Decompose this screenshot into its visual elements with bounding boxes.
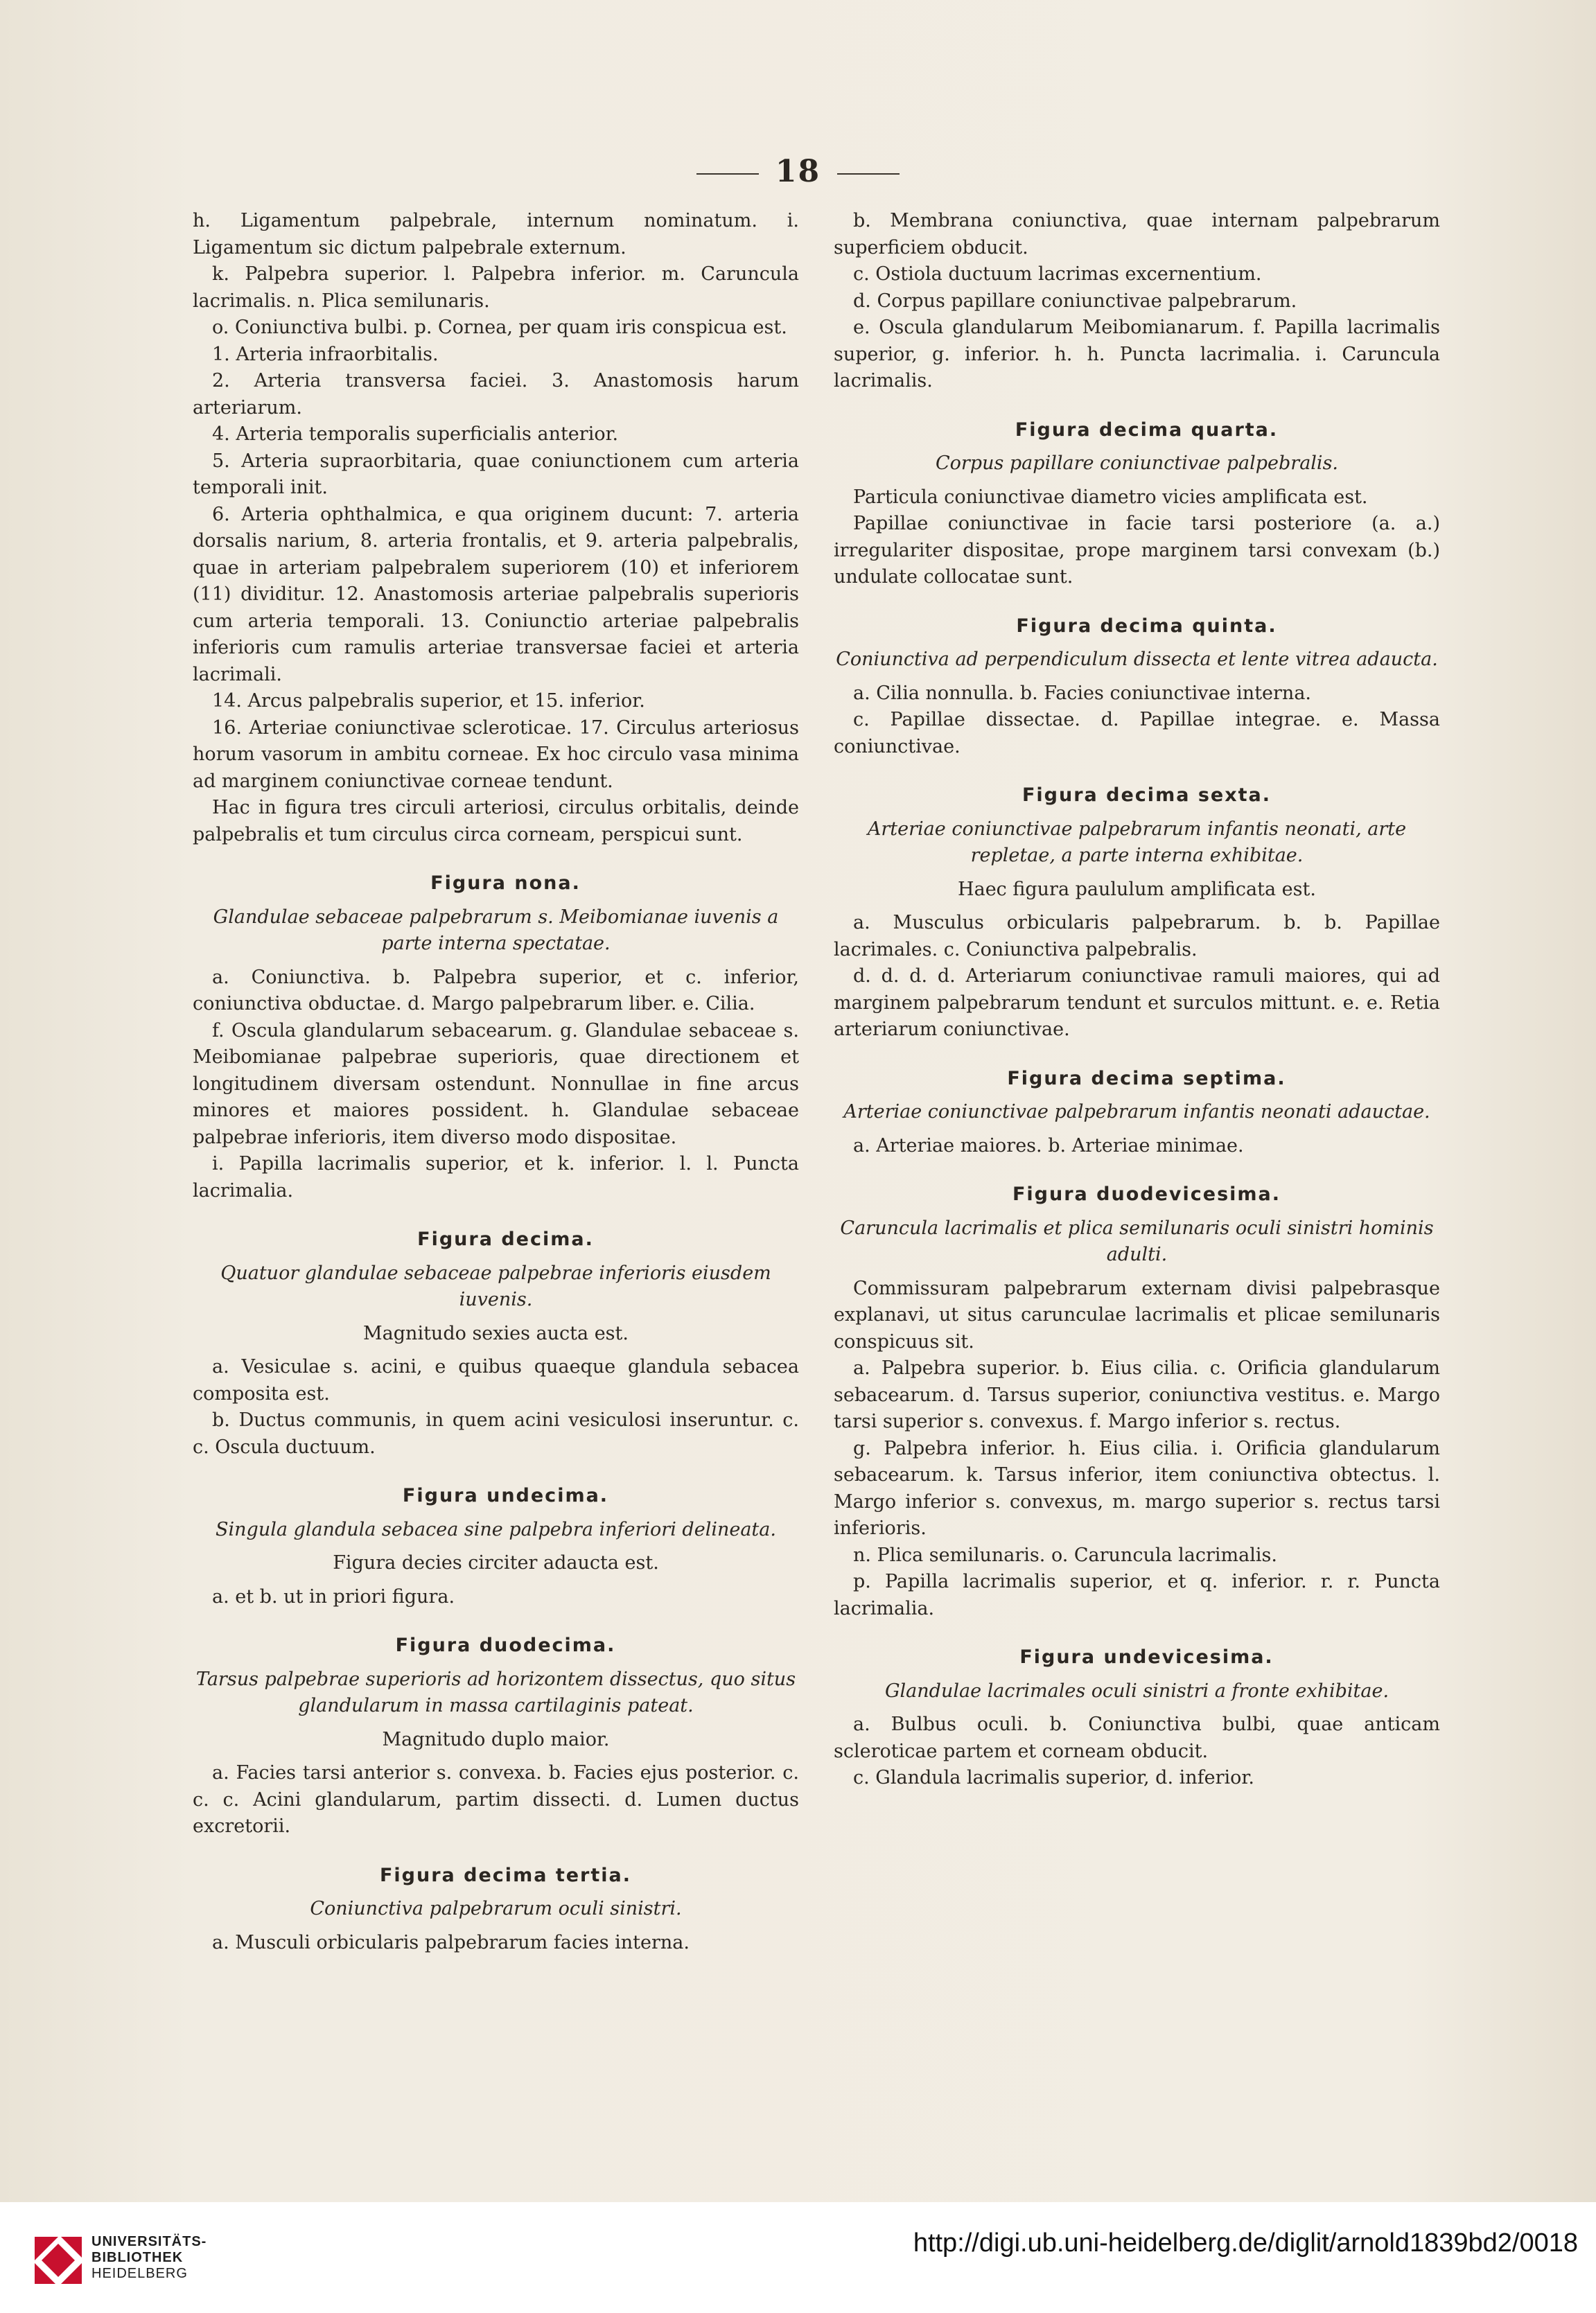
figure-subtitle: Arteriae coniunctivae palpebrarum infantis neonati, arte repletae, a parte interna exhibitae. bbox=[867, 818, 1407, 866]
body-paragraph: 14. Arcus palpebralis superior, et 15. inferior. bbox=[212, 690, 645, 712]
body-paragraph: a. Facies tarsi anterior s. convexa. b. Facies ejus posterior. c. c. c. Acini glandularum, partim dissecti. d. Lumen ductus excretorii. bbox=[193, 1762, 799, 1837]
page-number: 18 bbox=[775, 154, 821, 189]
figure-caption: Magnitudo duplo maior. bbox=[382, 1728, 610, 1750]
figure-caption: Figura decies circiter adaucta est. bbox=[333, 1552, 659, 1574]
library-name-line2: BIBLIOTHEK bbox=[91, 2250, 184, 2265]
body-paragraph: p. Papilla lacrimalis superior, et q. inferior. r. r. Puncta lacrimalia. bbox=[834, 1571, 1440, 1619]
body-paragraph: a. Bulbus oculi. b. Coniunctiva bulbi, quae anticam scleroticae partem et corneam obducit. bbox=[834, 1714, 1440, 1762]
library-logo-icon bbox=[32, 2234, 85, 2287]
body-paragraph: a. et b. ut in priori figura. bbox=[212, 1585, 455, 1608]
figure-subtitle: Singula glandula sebacea sine palpebra inferiori delineata. bbox=[216, 1518, 776, 1540]
figure-caption: Haec figura paululum amplificata est. bbox=[958, 878, 1316, 900]
body-paragraph: Papillae coniunctivae in facie tarsi posteriore (a. a.) irregulariter dispositae, prope marginem tarsi convexam (b.) undulate collocatae sunt. bbox=[834, 513, 1440, 588]
body-paragraph: Commissuram palpebrarum externam divisi palpebrasque explanavi, ut situs carunculae lacrimalis et plicae semilunaris conspicuus sit. bbox=[834, 1277, 1440, 1353]
figure-heading: Figura duodevicesima. bbox=[1012, 1184, 1281, 1205]
figure-heading: Figura undevicesima. bbox=[1019, 1646, 1274, 1668]
body-paragraph: 5. Arteria supraorbitaria, quae coniunctionem cum arteria temporali init. bbox=[193, 450, 799, 498]
figure-subtitle: Quatuor glandulae sebaceae palpebrae inferioris eiusdem iuvenis. bbox=[220, 1262, 771, 1310]
figure-subtitle: Glandulae lacrimales oculi sinistri a fronte exhibitae. bbox=[884, 1680, 1389, 1702]
body-paragraph: 2. Arteria transversa faciei. 3. Anastomosis harum arteriarum. bbox=[193, 370, 799, 419]
library-logo[interactable] bbox=[32, 2230, 240, 2299]
header-rule-left bbox=[696, 173, 759, 175]
body-paragraph: f. Oscula glandularum sebacearum. g. Glandulae sebaceae s. Meibomianae palpebrae superioris, quae directionem et longitudinem diversam ostendunt. Nonnullae in fine arcus minores et maiores possident. h. Glandulae sebaceae palpebrae inferioris, item diverso modo dispositae. bbox=[193, 1019, 799, 1148]
right-column bbox=[834, 208, 1440, 1792]
body-paragraph: h. Ligamentum palpebrale, internum nominatum. i. Ligamentum sic dictum palpebrale externum. bbox=[193, 210, 799, 258]
figure-subtitle: Tarsus palpebrae superioris ad horizontem dissectus, quo situs glandularum in massa cartilaginis pateat. bbox=[195, 1668, 796, 1716]
figure-heading: Figura decima septima. bbox=[1007, 1067, 1286, 1089]
body-paragraph: k. Palpebra superior. l. Palpebra inferior. m. Caruncula lacrimalis. n. Plica semilunaris. bbox=[193, 263, 799, 312]
figure-subtitle: Corpus papillare coniunctivae palpebralis. bbox=[935, 452, 1339, 474]
figure-caption: Magnitudo sexies aucta est. bbox=[363, 1322, 629, 1344]
figure-heading: Figura undecima. bbox=[402, 1485, 609, 1506]
body-paragraph: a. Musculus orbicularis palpebrarum. b. b. Papillae lacrimales. c. Coniunctiva palpebralis. bbox=[834, 912, 1440, 960]
body-paragraph: Hac in figura tres circuli arteriosi, circulus orbitalis, deinde palpebralis et tum circulus circa corneam, perspicui sunt. bbox=[193, 797, 799, 845]
body-paragraph: a. Cilia nonnulla. b. Facies coniunctivae interna. bbox=[853, 682, 1311, 704]
body-paragraph: a. Vesiculae s. acini, e quibus quaeque glandula sebacea composita est. bbox=[193, 1356, 799, 1405]
body-paragraph: c. Glandula lacrimalis superior, d. inferior. bbox=[853, 1767, 1254, 1788]
figure-heading: Figura decima tertia. bbox=[379, 1864, 631, 1886]
figure-heading: Figura decima. bbox=[417, 1229, 594, 1250]
body-paragraph: Particula coniunctivae diametro vicies amplificata est. bbox=[853, 486, 1368, 508]
left-column bbox=[193, 208, 799, 1956]
figure-subtitle: Caruncula lacrimalis et plica semilunaris oculi sinistri hominis adulti. bbox=[840, 1217, 1434, 1265]
figure-heading: Figura duodecima. bbox=[395, 1635, 616, 1656]
header-rule-right bbox=[837, 173, 900, 175]
figure-heading: Figura nona. bbox=[430, 872, 581, 894]
library-name-line1: UNIVERSITÄTS- bbox=[91, 2234, 207, 2249]
body-paragraph: 16. Arteriae coniunctivae scleroticae. 17. Circulus arteriosus horum vasorum in ambitu corneae. Ex hoc circulo vasa minima ad marginem coniunctivae corneae tendunt. bbox=[193, 716, 799, 792]
body-paragraph: g. Palpebra inferior. h. Eius cilia. i. Orificia glandularum sebacearum. k. Tarsus inferior, item coniunctiva obtectus. l. Margo inferior s. convexus, m. margo superior s. rectus tarsi inferioris. bbox=[834, 1437, 1440, 1539]
library-name-line3: HEIDELBERG bbox=[91, 2266, 188, 2281]
body-paragraph: n. Plica semilunaris. o. Caruncula lacrimalis. bbox=[853, 1544, 1277, 1566]
body-paragraph: c. Ostiola ductuum lacrimas excernentium. bbox=[853, 263, 1262, 285]
footer-bar bbox=[0, 2202, 1596, 2313]
figure-subtitle: Coniunctiva ad perpendiculum dissecta et lente vitrea adaucta. bbox=[836, 649, 1438, 670]
figure-subtitle: Arteriae coniunctivae palpebrarum infantis neonati adauctae. bbox=[843, 1101, 1430, 1123]
body-paragraph: a. Musculi orbicularis palpebrarum facies interna. bbox=[212, 1931, 690, 1953]
body-paragraph: 1. Arteria infraorbitalis. bbox=[212, 343, 439, 365]
body-paragraph: 4. Arteria temporalis superficialis anterior. bbox=[212, 423, 619, 445]
body-paragraph: e. Oscula glandularum Meibomianarum. f. Papilla lacrimalis superior, g. inferior. h. h. Puncta lacrimalia. i. Caruncula lacrimalis. bbox=[834, 317, 1440, 392]
figure-heading: Figura decima quarta. bbox=[1015, 419, 1279, 441]
body-paragraph: c. Papillae dissectae. d. Papillae integrae. e. Massa coniunctivae. bbox=[834, 709, 1440, 757]
body-paragraph: a. Coniunctiva. b. Palpebra superior, et c. inferior, coniunctiva obductae. d. Margo palpebrarum liber. e. Cilia. bbox=[193, 966, 799, 1014]
body-paragraph: d. Corpus papillare coniunctivae palpebrarum. bbox=[853, 290, 1297, 312]
body-paragraph: o. Coniunctiva bulbi. p. Cornea, per quam iris conspicua est. bbox=[212, 317, 787, 338]
body-paragraph: i. Papilla lacrimalis superior, et k. inferior. l. l. Puncta lacrimalia. bbox=[193, 1153, 799, 1202]
figure-subtitle: Glandulae sebaceae palpebrarum s. Meibomianae iuvenis a parte interna spectatae. bbox=[213, 906, 779, 954]
page-header bbox=[0, 154, 1596, 189]
body-paragraph: b. Ductus communis, in quem acini vesiculosi inseruntur. c. c. Oscula ductuum. bbox=[193, 1409, 799, 1458]
source-url-link[interactable]: http://digi.ub.uni-heidelberg.de/diglit/arnold1839bd2/0018 bbox=[913, 2228, 1578, 2258]
body-paragraph: d. d. d. d. Arteriarum coniunctivae ramuli maiores, qui ad marginem palpebrarum tendunt et surculos mittunt. e. e. Retia arteriarum coniunctivae. bbox=[834, 965, 1440, 1040]
figure-heading: Figura decima quinta. bbox=[1016, 615, 1277, 637]
body-paragraph: a. Arteriae maiores. b. Arteriae minimae. bbox=[853, 1134, 1244, 1156]
body-paragraph: a. Palpebra superior. b. Eius cilia. c. Orificia glandularum sebacearum. d. Tarsus superior, coniunctiva vestitus. e. Margo tarsi superior s. convexus. f. Margo inferior s. rectus. bbox=[834, 1357, 1440, 1432]
body-paragraph: 6. Arteria ophthalmica, e qua originem ducunt: 7. arteria dorsalis narium, 8. arteria frontalis, et 9. arteria palpebralis, quae in arteriam palpebralem superiorem (10) et inferiorem (11) dividitur. 12. Anastomosis arteriae palpebralis superioris cum arteria temporali. 13. Coniunctio arteriae palpebralis inferioris cum ramulis arteriae transversae faciei et arteria lacrimali. bbox=[193, 503, 799, 685]
figure-subtitle: Coniunctiva palpebrarum oculi sinistri. bbox=[310, 1898, 682, 1919]
body-paragraph: b. Membrana coniunctiva, quae internam palpebrarum superficiem obducit. bbox=[834, 210, 1440, 258]
library-name bbox=[91, 2234, 207, 2282]
figure-heading: Figura decima sexta. bbox=[1021, 784, 1272, 806]
